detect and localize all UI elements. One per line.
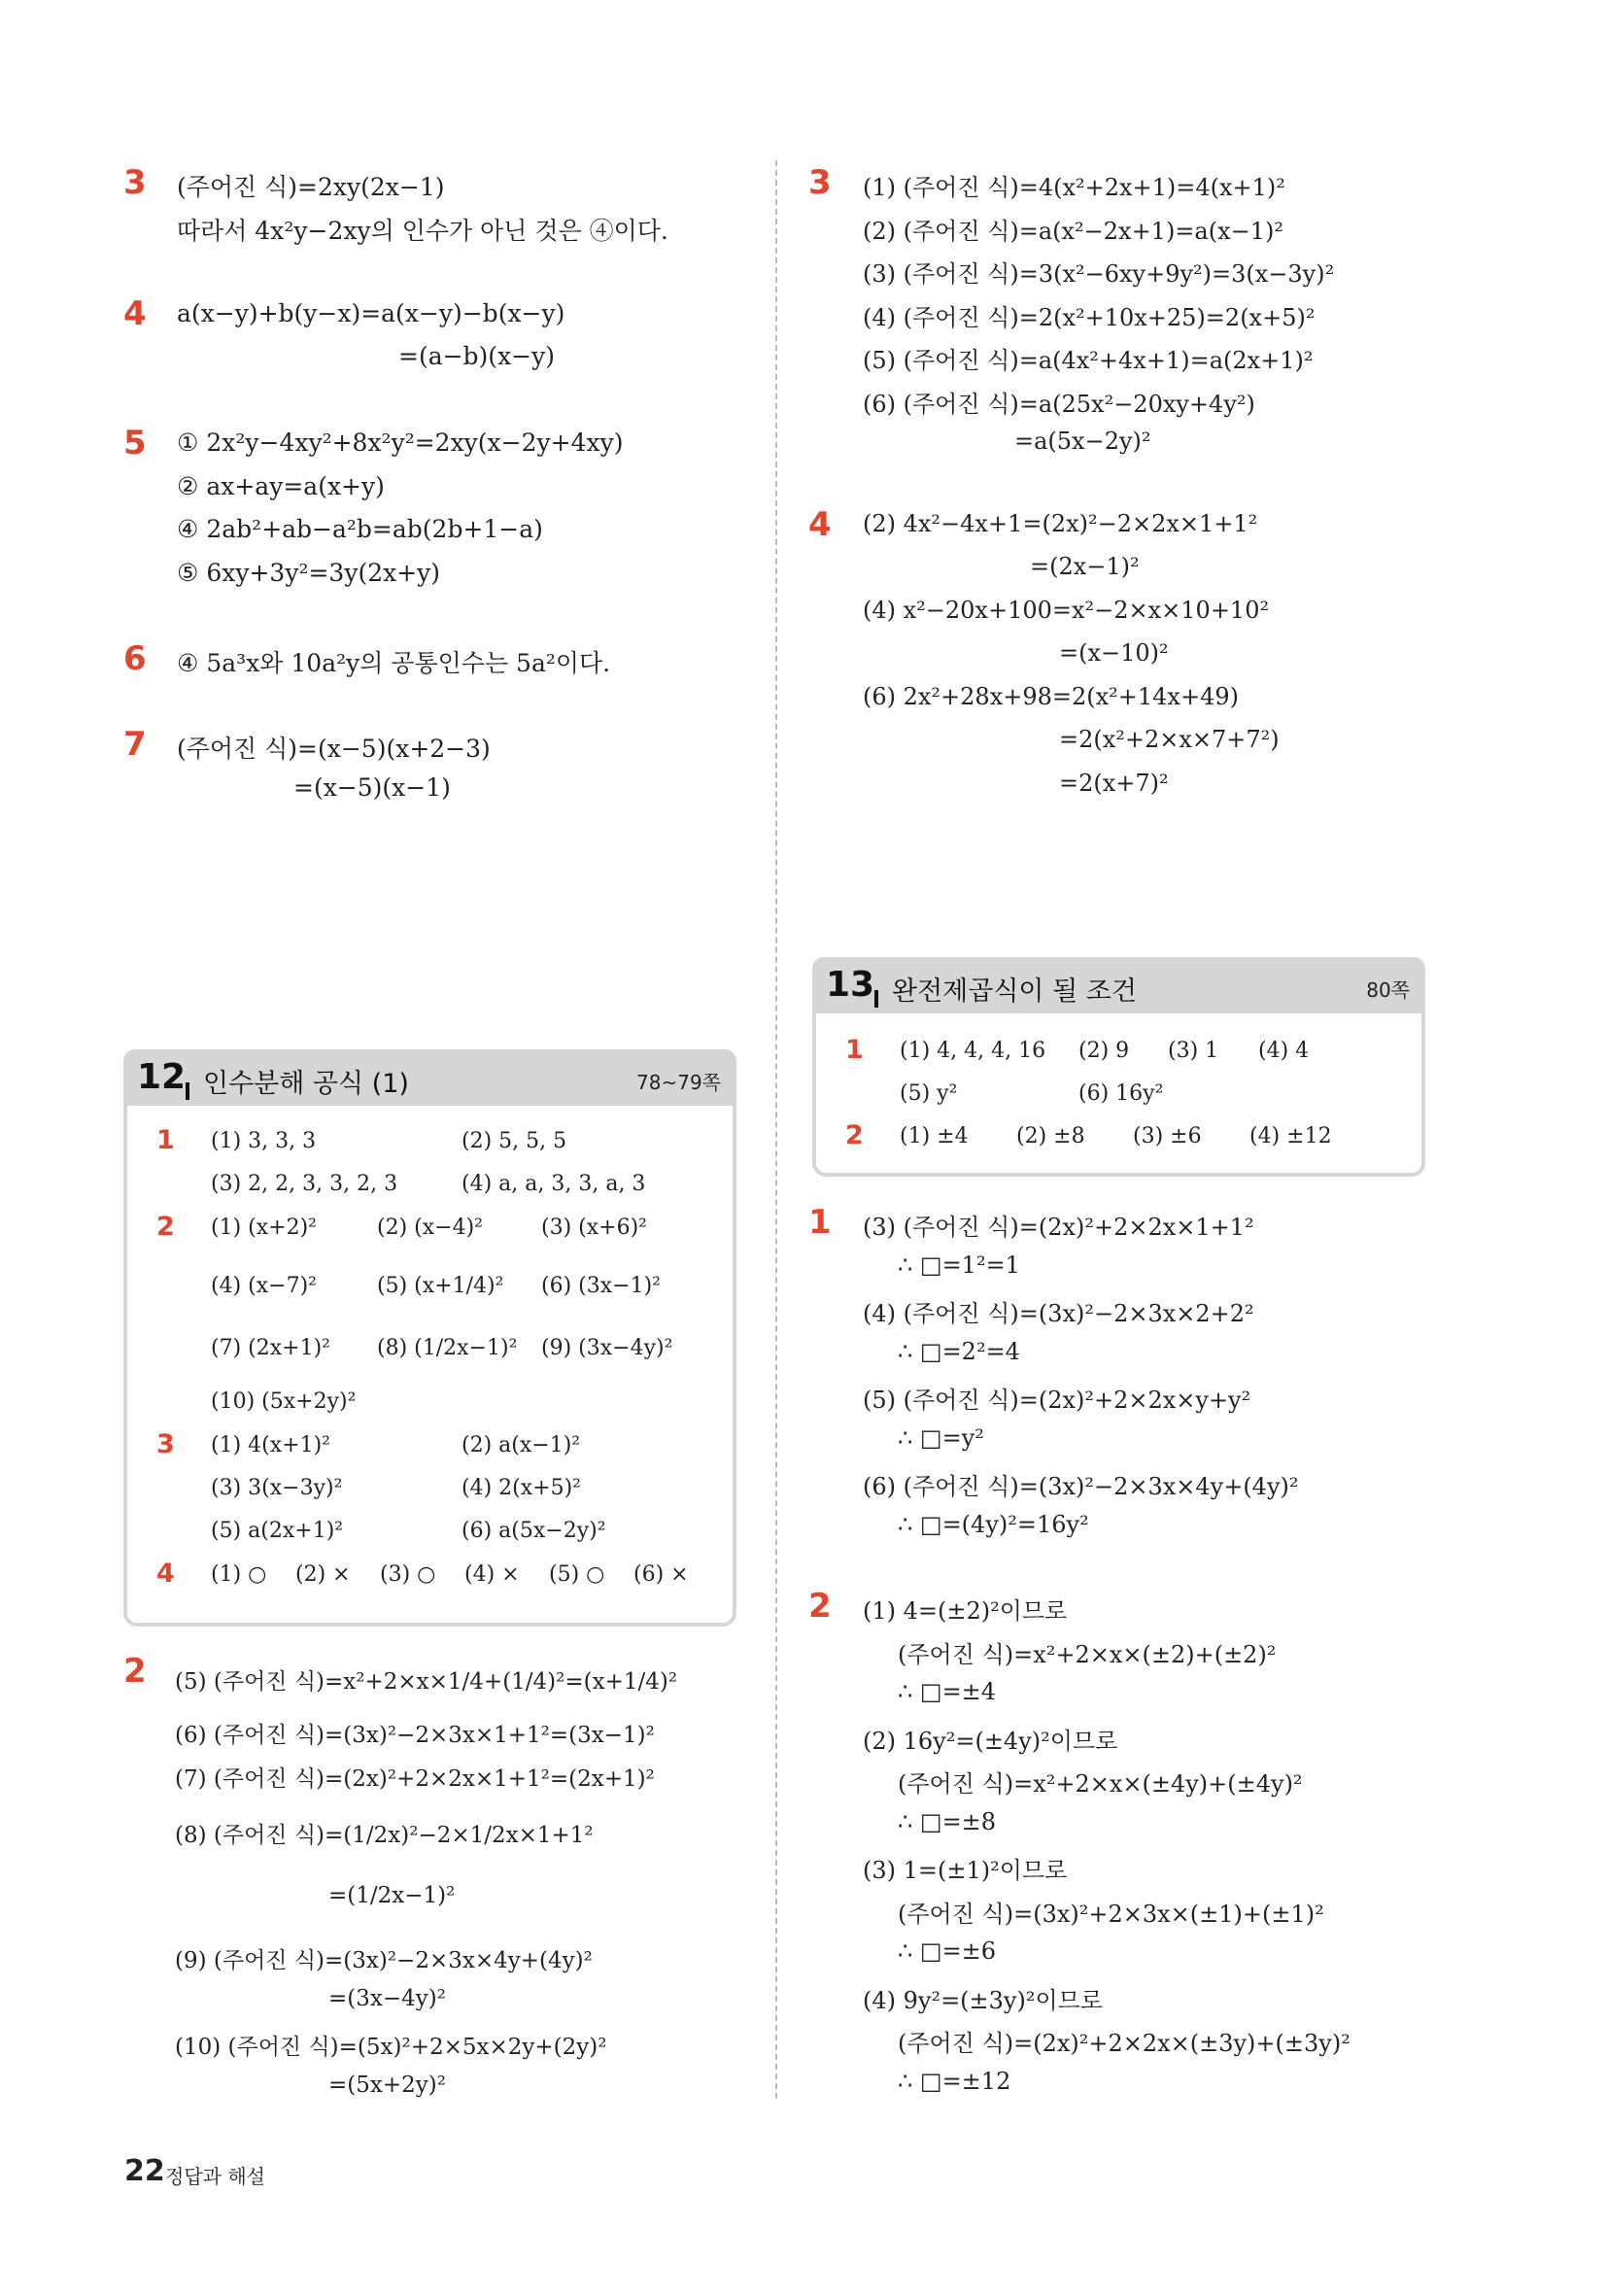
right-answer-3-line-6: (6) (주어진 식)=a(25x²−20xy+4y²) bbox=[863, 391, 1255, 418]
box13-q1-e: (5) y² bbox=[900, 1081, 958, 1106]
right-answer-1-number: 1 bbox=[808, 1203, 832, 1242]
box12-q3-a: (1) 4(x+1)² bbox=[211, 1433, 330, 1457]
box12-q1-a: (1) 3, 3, 3 bbox=[211, 1129, 317, 1153]
right-answer-2-line-1: (1) 4=(±2)²이므로 bbox=[863, 1597, 1068, 1625]
box12-q4-a: (1) ○ bbox=[211, 1562, 267, 1587]
footer-label: 정답과 해설 bbox=[165, 2165, 265, 2188]
answer-5-line-4: ⑤ 6xy+3y²=3y(2x+y) bbox=[177, 559, 441, 587]
right-answer-2-line-8: (주어진 식)=(3x)²+2×3x×(±1)+(±1)² bbox=[898, 1901, 1324, 1928]
right-answer-4-number: 4 bbox=[808, 505, 832, 544]
box12-q2-h: (8) (1/2x−1)² bbox=[377, 1336, 518, 1360]
box13-q1-f: (6) 16y² bbox=[1078, 1081, 1164, 1106]
answer-3-line-2: 따라서 4x²y−2xy의 인수가 아닌 것은 ④이다. bbox=[177, 217, 668, 245]
left-answer-2-line-6: (9) (주어진 식)=(3x)²−2×3x×4y+(4y)² bbox=[175, 1948, 593, 1973]
section-13-title: 완전제곱식이 될 조건 bbox=[892, 977, 1137, 1007]
section-box-13-header bbox=[812, 957, 1425, 1013]
right-answer-4-line-4: =(x−10)² bbox=[1059, 639, 1169, 667]
right-answer-4-line-7: =2(x+7)² bbox=[1059, 770, 1169, 797]
box12-q1-d: (4) a, a, 3, 3, a, 3 bbox=[462, 1172, 646, 1196]
box12-q1-number: 1 bbox=[156, 1125, 175, 1155]
answer-3-line-1: (주어진 식)=2xy(2x−1) bbox=[177, 173, 445, 201]
right-answer-1-line-3: (4) (주어진 식)=(3x)²−2×3x×2+2² bbox=[863, 1300, 1254, 1327]
answer-5-line-2: ② ax+ay=a(x+y) bbox=[177, 472, 385, 500]
box12-q3-b: (2) a(x−1)² bbox=[462, 1433, 581, 1457]
section-12-title: 인수분해 공식 (1) bbox=[203, 1069, 409, 1099]
right-answer-3-line-5: (5) (주어진 식)=a(4x²+4x+1)=a(2x+1)² bbox=[863, 347, 1314, 374]
answer-4-line-1: a(x−y)+b(y−x)=a(x−y)−b(x−y) bbox=[177, 299, 565, 327]
box12-q2-i: (9) (3x−4y)² bbox=[541, 1336, 673, 1360]
box13-q2-c: (3) ±6 bbox=[1133, 1124, 1202, 1148]
right-answer-3-number: 3 bbox=[808, 163, 832, 202]
section-box-13 bbox=[812, 957, 1425, 1177]
box12-q3-d: (4) 2(x+5)² bbox=[462, 1476, 581, 1500]
section-12-number: 12 bbox=[137, 1057, 187, 1097]
box12-q2-a: (1) (x+2)² bbox=[211, 1216, 317, 1240]
right-answer-2-line-7: (3) 1=(±1)²이므로 bbox=[863, 1857, 1068, 1884]
box12-q2-b: (2) (x−4)² bbox=[377, 1216, 483, 1240]
box12-q4-e: (5) ○ bbox=[549, 1562, 605, 1587]
right-answer-2-line-12: ∴ □=±12 bbox=[898, 2068, 1011, 2095]
box13-q2-a: (1) ±4 bbox=[900, 1124, 969, 1148]
section-13-number: 13 bbox=[826, 965, 875, 1005]
page-number: 22 bbox=[124, 2154, 165, 2188]
box12-q3-e: (5) a(2x+1)² bbox=[211, 1519, 344, 1543]
right-answer-2-number: 2 bbox=[808, 1587, 832, 1626]
right-answer-2-line-4: (2) 16y²=(±4y)²이므로 bbox=[863, 1728, 1118, 1755]
answer-3-number: 3 bbox=[123, 163, 147, 202]
left-answer-2-line-1: (5) (주어진 식)=x²+2×x×1/4+(1/4)²=(x+1/4)² bbox=[175, 1669, 678, 1695]
box12-q2-e: (5) (x+1/4)² bbox=[377, 1274, 504, 1298]
box12-q2-j: (10) (5x+2y)² bbox=[211, 1389, 357, 1414]
right-answer-3-line-3: (3) (주어진 식)=3(x²−6xy+9y²)=3(x−3y)² bbox=[863, 260, 1335, 288]
box12-q3-f: (6) a(5x−2y)² bbox=[462, 1519, 606, 1543]
box12-q2-number: 2 bbox=[156, 1212, 175, 1242]
left-answer-2-line-4: (8) (주어진 식)=(1/2x)²−2×1/2x×1+1² bbox=[175, 1823, 594, 1848]
right-answer-4-line-1: (2) 4x²−4x+1=(2x)²−2×2x×1+1² bbox=[863, 510, 1258, 537]
right-answer-3-line-1: (1) (주어진 식)=4(x²+2x+1)=4(x+1)² bbox=[863, 174, 1285, 201]
right-answer-2-line-11: (주어진 식)=(2x)²+2×2x×(±3y)+(±3y)² bbox=[898, 2030, 1351, 2057]
answer-5-line-1: ① 2x²y−4xy²+8x²y²=2xy(x−2y+4xy) bbox=[177, 428, 624, 457]
box12-q4-c: (3) ○ bbox=[380, 1562, 436, 1587]
right-answer-4-line-6: =2(x²+2×x×7+7²) bbox=[1059, 726, 1280, 753]
right-answer-1-line-5: (5) (주어진 식)=(2x)²+2×2x×y+y² bbox=[863, 1387, 1251, 1414]
box12-q3-c: (3) 3(x−3y)² bbox=[211, 1476, 343, 1500]
box13-q2-d: (4) ±12 bbox=[1249, 1124, 1332, 1148]
box13-q1-number: 1 bbox=[845, 1035, 864, 1065]
right-answer-2-line-9: ∴ □=±6 bbox=[898, 1937, 997, 1965]
left-answer-2-line-3: (7) (주어진 식)=(2x)²+2×2x×1+1²=(2x+1)² bbox=[175, 1766, 655, 1792]
box13-q1-d: (4) 4 bbox=[1258, 1039, 1310, 1063]
box13-q2-b: (2) ±8 bbox=[1016, 1124, 1085, 1148]
right-answer-3-line-4: (4) (주어진 식)=2(x²+10x+25)=2(x+5)² bbox=[863, 304, 1316, 331]
column-divider bbox=[775, 160, 777, 2099]
box13-q1-b: (2) 9 bbox=[1078, 1039, 1130, 1063]
box12-q1-b: (2) 5, 5, 5 bbox=[462, 1129, 567, 1153]
right-answer-2-line-3: ∴ □=±4 bbox=[898, 1678, 997, 1705]
left-answer-2-line-2: (6) (주어진 식)=(3x)²−2×3x×1+1²=(3x−1)² bbox=[175, 1723, 655, 1748]
right-answer-1-line-8: ∴ □=(4y)²=16y² bbox=[898, 1511, 1089, 1538]
left-answer-2-line-7: =(3x−4y)² bbox=[328, 1986, 446, 2011]
right-answer-1-line-7: (6) (주어진 식)=(3x)²−2×3x×4y+(4y)² bbox=[863, 1473, 1299, 1500]
box12-q4-f: (6) × bbox=[633, 1562, 689, 1587]
answer-5-number: 5 bbox=[123, 424, 147, 463]
box13-q2-number: 2 bbox=[845, 1120, 864, 1150]
answer-4-number: 4 bbox=[123, 294, 147, 333]
box12-q1-c: (3) 2, 2, 3, 3, 2, 3 bbox=[211, 1172, 398, 1196]
right-answer-2-line-5: (주어진 식)=x²+2×x×(±4y)+(±4y)² bbox=[898, 1770, 1303, 1798]
answer-5-line-3: ④ 2ab²+ab−a²b=ab(2b+1−a) bbox=[177, 515, 543, 543]
box12-q2-f: (6) (3x−1)² bbox=[541, 1274, 661, 1298]
right-answer-1-line-1: (3) (주어진 식)=(2x)²+2×2x×1+1² bbox=[863, 1214, 1254, 1241]
box12-q2-g: (7) (2x+1)² bbox=[211, 1336, 330, 1360]
section-12-page: 78~79쪽 bbox=[636, 1071, 721, 1094]
right-answer-4-line-5: (6) 2x²+28x+98=2(x²+14x+49) bbox=[863, 683, 1239, 710]
right-answer-2-line-2: (주어진 식)=x²+2×x×(±2)+(±2)² bbox=[898, 1641, 1277, 1668]
box12-q4-b: (2) × bbox=[295, 1562, 351, 1587]
box13-q1-a: (1) 4, 4, 4, 16 bbox=[900, 1039, 1046, 1063]
box12-q4-d: (4) × bbox=[464, 1562, 520, 1587]
right-answer-4-line-2: =(2x−1)² bbox=[1030, 553, 1140, 580]
answer-7-line-1: (주어진 식)=(x−5)(x+2−3) bbox=[177, 735, 491, 763]
answer-7-line-2: =(x−5)(x−1) bbox=[293, 773, 451, 802]
answer-6-line-1: ④ 5a³x와 10a²y의 공통인수는 5a²이다. bbox=[177, 649, 611, 677]
section-13-bar bbox=[874, 990, 878, 1008]
section-12-bar bbox=[186, 1082, 189, 1100]
left-answer-2-line-8: (10) (주어진 식)=(5x)²+2×5x×2y+(2y)² bbox=[175, 2035, 607, 2060]
right-answer-1-line-2: ∴ □=1²=1 bbox=[898, 1251, 1020, 1279]
answer-4-line-2: =(a−b)(x−y) bbox=[398, 342, 555, 370]
right-answer-3-line-2: (2) (주어진 식)=a(x²−2x+1)=a(x−1)² bbox=[863, 218, 1283, 245]
right-answer-2-line-10: (4) 9y²=(±3y)²이므로 bbox=[863, 1987, 1104, 2014]
section-box-12-header bbox=[123, 1049, 736, 1106]
right-answer-1-line-6: ∴ □=y² bbox=[898, 1424, 984, 1452]
right-answer-2-line-6: ∴ □=±8 bbox=[898, 1808, 997, 1835]
right-answer-1-line-4: ∴ □=2²=4 bbox=[898, 1338, 1020, 1365]
right-answer-4-line-3: (4) x²−20x+100=x²−2×x×10+10² bbox=[863, 597, 1270, 624]
box12-q4-number: 4 bbox=[156, 1559, 175, 1589]
box13-q1-c: (3) 1 bbox=[1168, 1039, 1219, 1063]
answer-7-number: 7 bbox=[123, 725, 147, 764]
box12-q2-d: (4) (x−7)² bbox=[211, 1274, 317, 1298]
answer-6-number: 6 bbox=[123, 639, 147, 678]
left-answer-2-line-5: =(1/2x−1)² bbox=[328, 1883, 456, 1908]
right-answer-3-line-7: =a(5x−2y)² bbox=[1014, 428, 1151, 455]
left-answer-2-number: 2 bbox=[123, 1652, 147, 1691]
box12-q3-number: 3 bbox=[156, 1429, 175, 1459]
box12-q2-c: (3) (x+6)² bbox=[541, 1216, 647, 1240]
section-box-12 bbox=[123, 1049, 736, 1627]
left-answer-2-line-9: =(5x+2y)² bbox=[328, 2073, 446, 2098]
section-13-page: 80쪽 bbox=[1366, 978, 1410, 1002]
